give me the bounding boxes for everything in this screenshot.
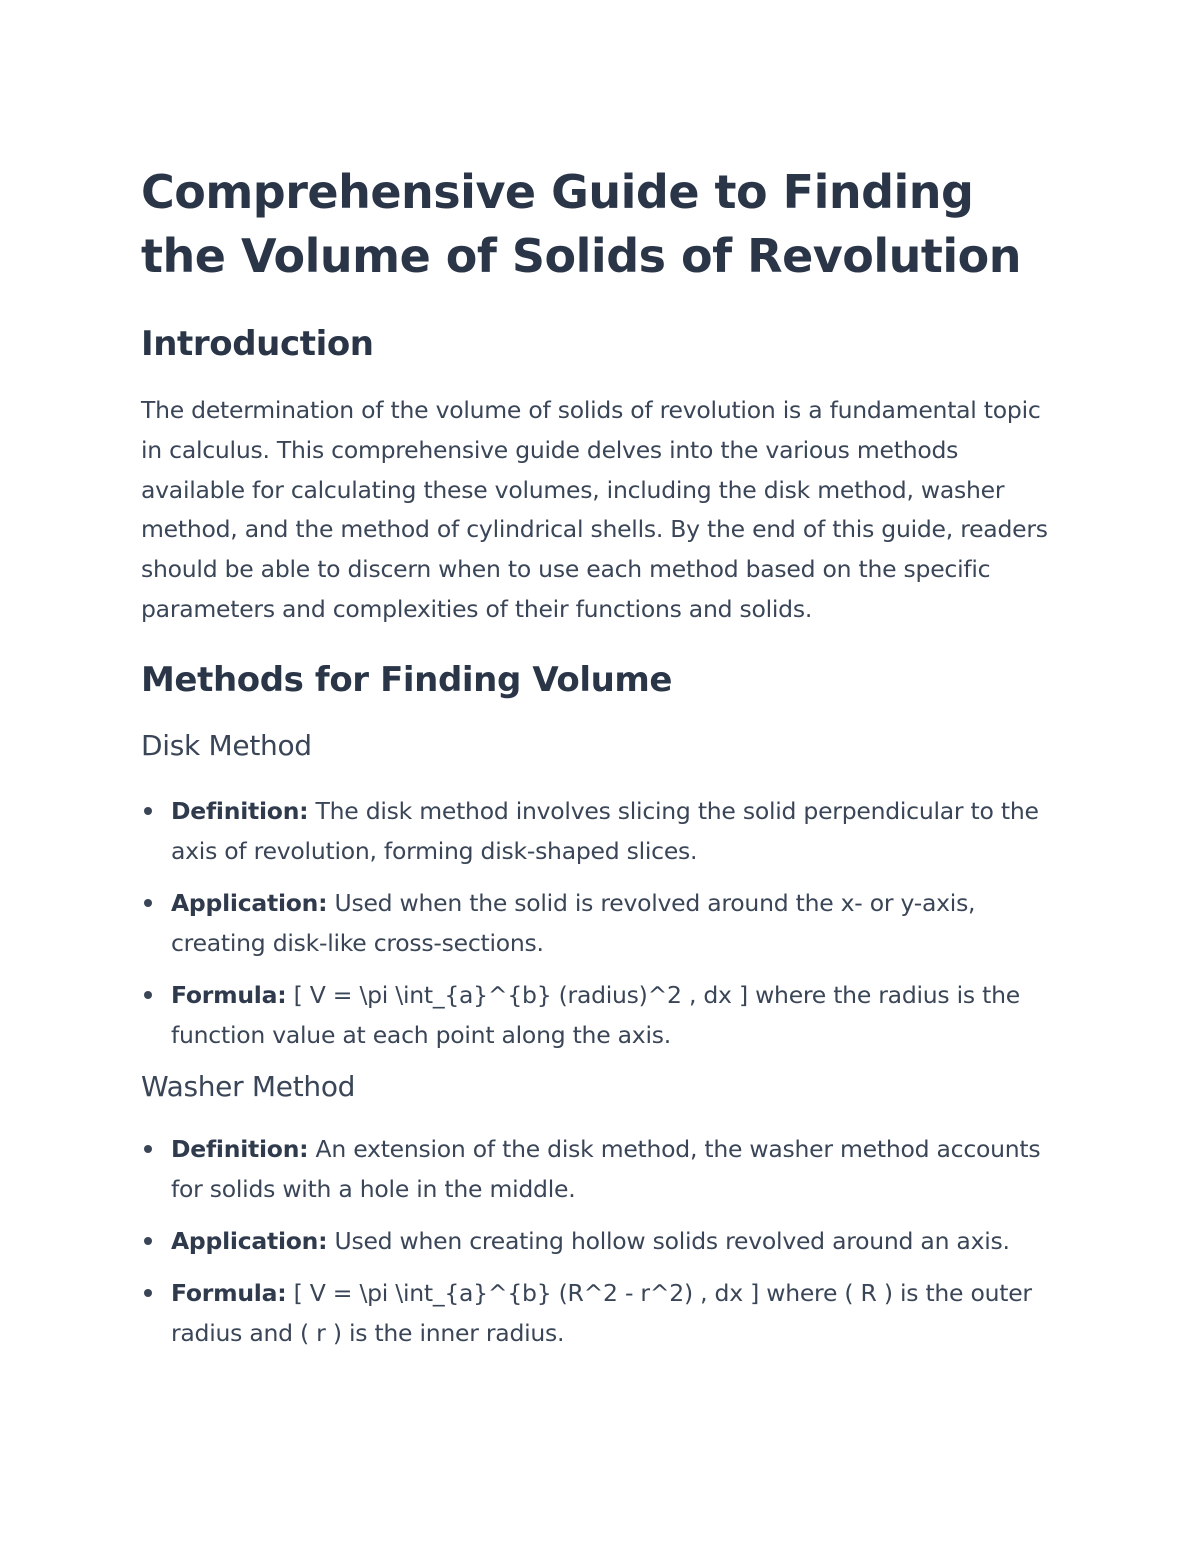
item-label: Definition: — [171, 1134, 309, 1163]
list-item — [141, 791, 1061, 871]
introduction-paragraph: The determination of the volume of solids of revolution is a fundamental topic in calculus. This comprehensive guide delves into the various methods available for calculating these volumes, including the disk method, washer method, and the method of cylindrical shells. By the end of this guide, readers should be able to discern when to use each method based on the specific parameters and complexities of their functions and solids. — [141, 396, 1048, 623]
bullet-icon — [144, 807, 152, 815]
bullet-icon — [144, 1237, 152, 1245]
item-label: Application: — [171, 888, 328, 917]
washer-method-heading: Washer Method — [141, 1069, 356, 1103]
item-text: [ V = \pi \int_{a}^{b} (R^2 - r^2) , dx ] where ( R ) is the outer radius and ( r ) is the inner radius. — [171, 1278, 1032, 1347]
bullet-icon — [144, 1145, 152, 1153]
item-label: Definition: — [171, 796, 309, 825]
washer-method-list — [141, 1129, 1061, 1353]
item-text: An extension of the disk method, the washer method accounts for solids with a hole in the middle. — [171, 1134, 1041, 1203]
document-page — [141, 160, 1061, 1365]
item-label: Formula: — [171, 1278, 287, 1307]
page-title: Comprehensive Guide to Finding the Volume of Solids of Revolution — [141, 165, 1021, 283]
list-item — [141, 883, 1061, 963]
item-text: [ V = \pi \int_{a}^{b} (radius)^2 , dx ] where the radius is the function value at each point along the axis. — [171, 980, 1020, 1049]
bullet-icon — [144, 991, 152, 999]
item-text: Used when the solid is revolved around the x- or y-axis, creating disk-like cross-sections. — [171, 888, 976, 957]
list-item — [141, 1221, 1061, 1261]
item-text: Used when creating hollow solids revolved around an axis. — [327, 1226, 1010, 1255]
bullet-icon — [144, 899, 152, 907]
list-item — [141, 975, 1061, 1055]
disk-method-list — [141, 791, 1061, 1055]
list-item — [141, 1129, 1061, 1209]
item-text: The disk method involves slicing the solid perpendicular to the axis of revolution, forming disk-shaped slices. — [171, 796, 1039, 865]
bullet-icon — [144, 1289, 152, 1297]
disk-method-heading: Disk Method — [141, 728, 312, 762]
list-item — [141, 1273, 1061, 1353]
introduction-heading: Introduction — [141, 324, 374, 364]
item-label: Formula: — [171, 980, 287, 1009]
item-label: Application: — [171, 1226, 328, 1255]
methods-heading: Methods for Finding Volume — [141, 659, 673, 700]
